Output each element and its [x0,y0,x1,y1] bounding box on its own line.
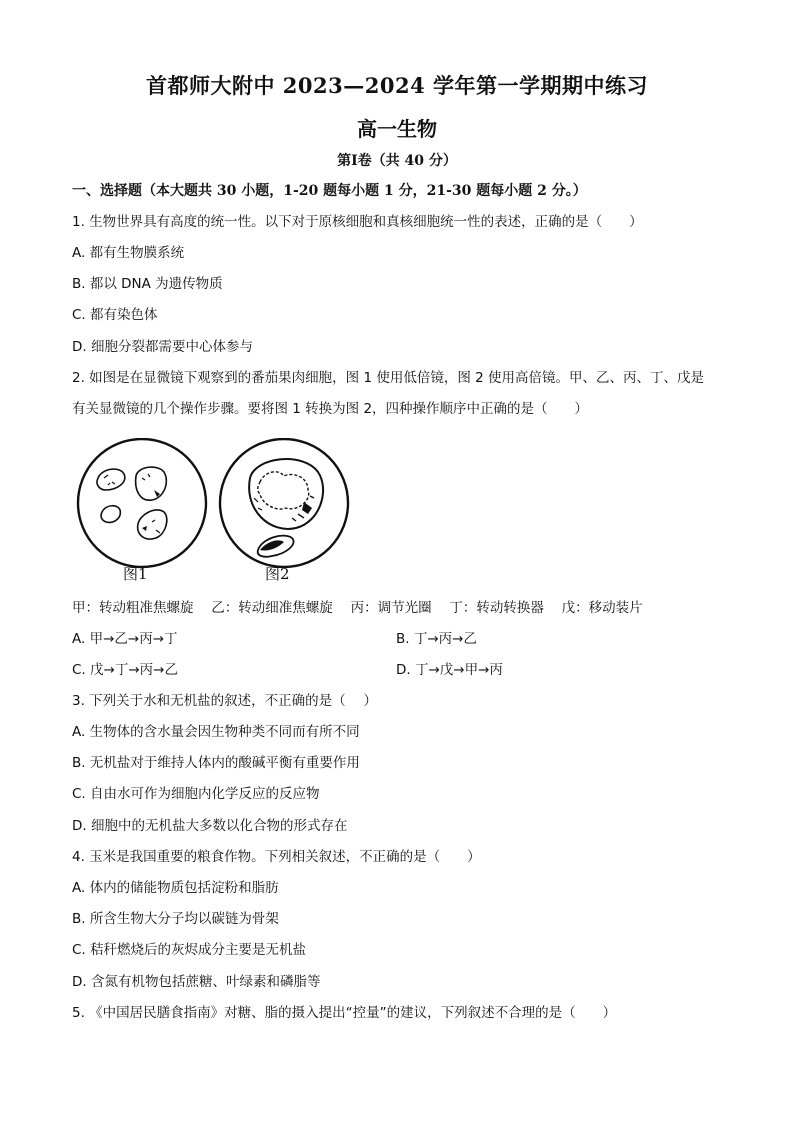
question-2-stem-line2: 有关显微镜的几个操作步骤。要将图 1 转换为图 2，四种操作顺序中正确的是（ ） [72,401,589,417]
question-3-option-b: B. 无机盐对于维持人体内的酸碱平衡有重要作用 [72,755,360,771]
field-1-circle [78,439,206,567]
figure-2-caption: 图2 [265,565,290,583]
question-3-stem: 3. 下列关于水和无机盐的叙述，不正确的是（ ） [72,693,377,709]
volume-title: 第Ⅰ卷（共 40 分） [337,153,457,169]
cell-3 [101,506,120,523]
cell-2 [136,467,167,500]
question-1-stem: 1. 生物世界具有高度的统一性。以下对于原核细胞和真核细胞统一性的表述，正确的是（ ） [72,214,643,230]
question-1-option-d: D. 细胞分裂都需要中心体参与 [72,339,253,355]
figure-1-caption: 图1 [123,565,148,583]
microscope-fields-illustration [72,438,352,588]
question-3-option-d: D. 细胞中的无机盐大多数以化合物的形式存在 [72,818,348,834]
question-2-option-c: C. 戊→丁→丙→乙 [72,662,178,678]
question-4-option-a: A. 体内的储能物质包括淀粉和脂肪 [72,880,279,896]
question-2-steps: 甲：转动粗准焦螺旋 乙：转动细准焦螺旋 丙：调节光圈 丁：转动转换器 戊：移动装片 [72,600,643,616]
question-2-stem-line1: 2. 如图是在显微镜下观察到的番茄果肉细胞，图 1 使用低倍镜，图 2 使用高倍镜。甲、乙、丙、丁、戊是 [72,370,705,386]
question-3-option-c: C. 自由水可作为细胞内化学反应的反应物 [72,786,320,802]
exam-title: 首都师大附中 2023—2024 学年第一学期期中练习 [145,73,648,98]
subject-title: 高一生物 [357,117,437,141]
question-3-option-a: A. 生物体的含水量会因生物种类不同而有所不同 [72,724,360,740]
question-4-option-b: B. 所含生物大分子均以碳链为骨架 [72,911,279,927]
question-2-option-b: B. 丁→丙→乙 [396,631,477,647]
question-2-option-a: A. 甲→乙→丙→丁 [72,631,178,647]
question-4-stem: 4. 玉米是我国重要的粮食作物。下列相关叙述，不正确的是（ ） [72,849,481,865]
question-4-option-c: C. 秸秆燃烧后的灰烬成分主要是无机盐 [72,942,307,958]
question-1-option-b: B. 都以 DNA 为遗传物质 [72,276,223,292]
question-4-option-d: D. 含氮有机物包括蔗糖、叶绿素和磷脂等 [72,974,321,990]
microscope-figure [72,438,352,588]
question-2-option-d: D. 丁→戊→甲→丙 [396,662,503,678]
question-5-stem: 5. 《中国居民膳食指南》对糖、脂的摄入提出“控量”的建议，下列叙述不合理的是（ ） [72,1005,617,1021]
question-1-option-a: A. 都有生物膜系统 [72,245,185,261]
section-heading: 一、选择题（本大题共 30 小题，1-20 题每小题 1 分，21-30 题每小题 2 分。） [72,183,587,199]
question-1-option-c: C. 都有染色体 [72,307,158,323]
